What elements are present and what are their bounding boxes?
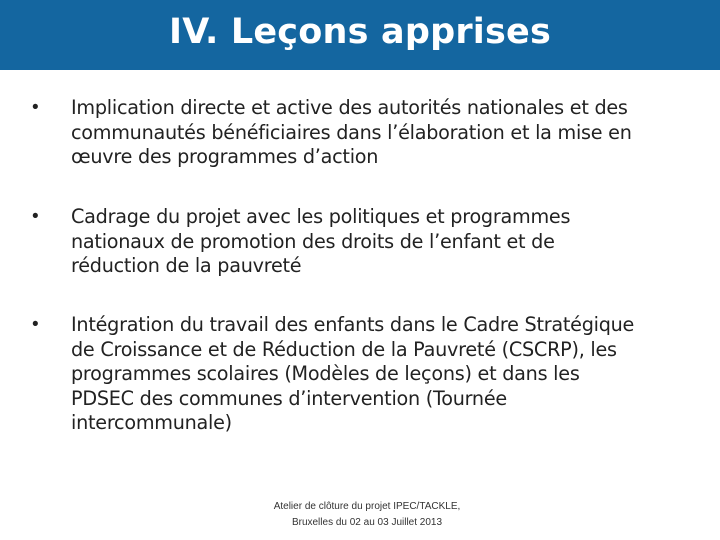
bullet-text: Intégration du travail des enfants dans le Cadre Stratégique de Croissance et de Réduction de la Pauvreté (CSCRP), les programmes scolaires (Modèles de leçons) et dans les PDSEC des communes d’intervention (Tournée intercommunale)	[71, 313, 635, 434]
title-bar	[0, 0, 720, 70]
slide-footer: Atelier de clôture du projet IPEC/TACKLE, Bruxelles du 02 au 03 Juillet 2013	[273, 501, 461, 528]
bullet-marker: •	[32, 206, 39, 227]
slide-title: IV. Leçons apprises	[168, 12, 552, 52]
bullet-text: Implication directe et active des autorités nationales et des communautés bénéficiaires dans l’élaboration et la mise en œuvre des programmes d’action	[71, 96, 632, 168]
bullet-text: Cadrage du projet avec les politiques et programmes nationaux de promotion des droits de l’enfant et de réduction de la pauvreté	[71, 205, 571, 277]
bullet-marker: •	[32, 314, 39, 335]
bullet-marker: •	[32, 97, 39, 118]
